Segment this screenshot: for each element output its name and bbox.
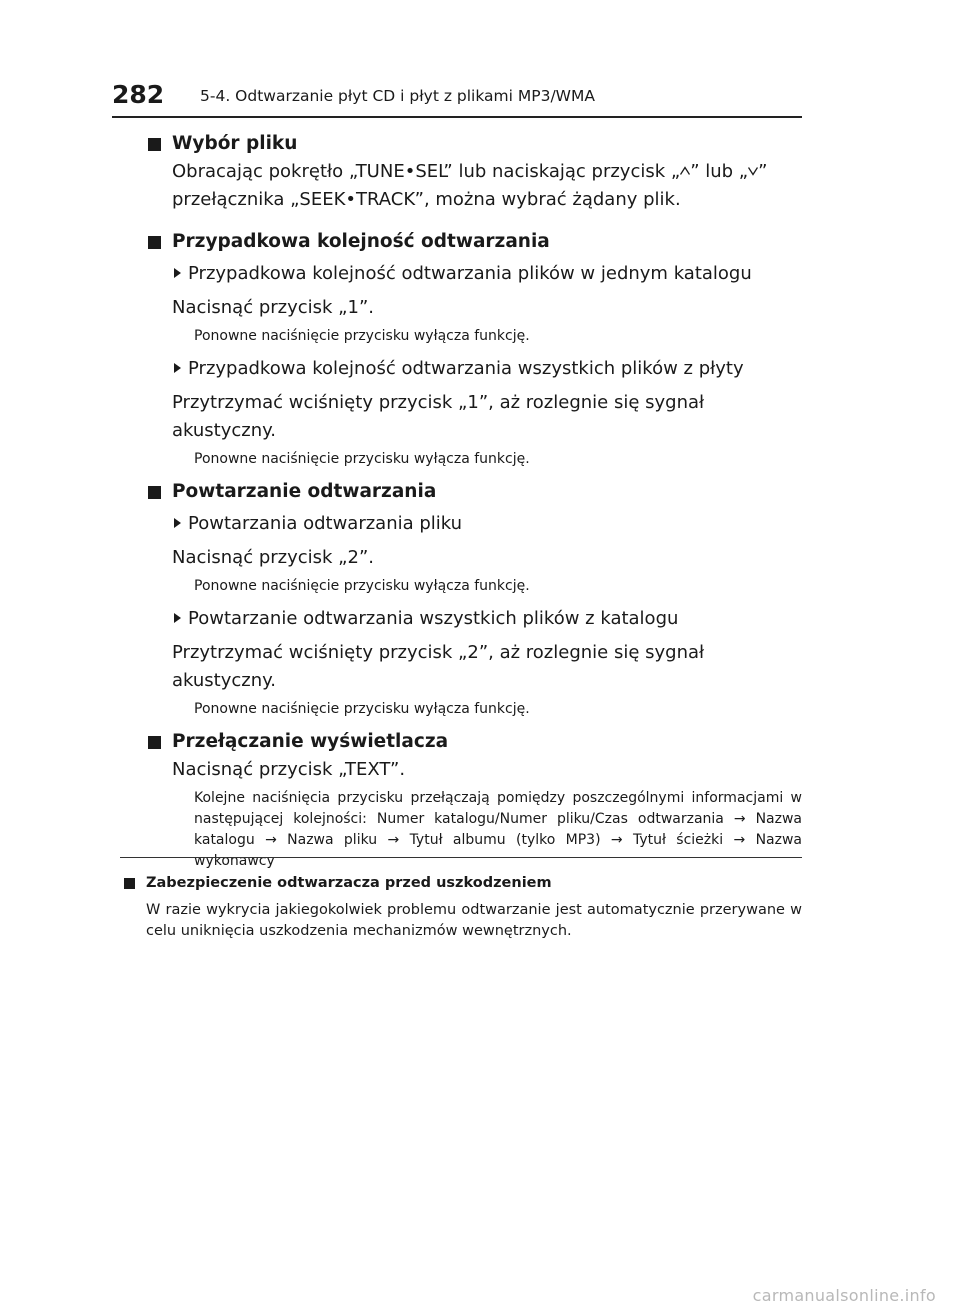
section-heading: Wybór pliku (172, 133, 298, 154)
footnote-heading: Zabezpieczenie odtwarzacza przed uszkodzeniem (146, 875, 552, 891)
text-fragment: Obracając pokrętło „TUNE•SEL” lub naciskając przycisk „ (172, 161, 681, 182)
header-title: 5-4. Odtwarzanie płyt CD i płyt z plikami MP3/WMA (200, 87, 595, 105)
chevron-down-icon (748, 166, 758, 176)
black-square-icon (124, 878, 135, 889)
paragraph: przełącznika „SEEK•TRACK”, można wybrać żądany plik. (172, 189, 681, 210)
section-display-switching (146, 728, 802, 872)
section-heading: Przełączanie wyświetlacza (172, 731, 449, 752)
note: Ponowne naciśnięcie przycisku wyłącza funkcję. (194, 451, 530, 467)
sub-item (172, 605, 802, 633)
triangle-right-icon (174, 363, 181, 373)
text-fragment: ” (758, 161, 768, 182)
black-square-icon (148, 486, 161, 499)
sub-item (172, 510, 802, 538)
triangle-right-icon (174, 518, 181, 528)
note: Ponowne naciśnięcie przycisku wyłącza funkcję. (194, 701, 530, 717)
sub-item (172, 355, 802, 383)
paragraph: Nacisnąć przycisk „TEXT”. (172, 759, 406, 780)
sub-item-label: Powtarzania odtwarzania pliku (188, 513, 463, 534)
paragraph: Przytrzymać wciśnięty przycisk „1”, aż rozlegnie się sygnał akustyczny. (172, 392, 705, 441)
black-square-icon (148, 736, 161, 749)
footnote (122, 872, 802, 942)
paragraph: Nacisnąć przycisk „1”. (172, 297, 374, 318)
footnote-text: W razie wykrycia jakiegokolwiek problemu odtwarzanie jest automatycznie przerywane w celu uniknięcia uszkodzenia mechanizmów wewnętrznych. (146, 902, 802, 939)
sub-item-label: Powtarzanie odtwarzania wszystkich plików z katalogu (188, 608, 679, 629)
black-square-icon (148, 236, 161, 249)
triangle-right-icon (174, 613, 181, 623)
black-square-icon (148, 138, 161, 151)
note: Kolejne naciśnięcia przycisku przełączają pomiędzy poszczególnymi informacjami w następującej kolejności: Numer katalogu/Numer pliku/Czas odtwarzania → Nazwa katalogu → Nazwa pliku → Tytuł albumu (tylko MP3) → Tytuł ścieżki → Nazwa wykonawcy (194, 790, 802, 869)
section-heading: Powtarzanie odtwarzania (172, 481, 437, 502)
page-number: 282 (112, 80, 165, 109)
note: Ponowne naciśnięcie przycisku wyłącza funkcję. (194, 328, 530, 344)
text-fragment: ” lub „ (690, 161, 749, 182)
section-repeat-playback (146, 478, 802, 720)
paragraph: Nacisnąć przycisk „2”. (172, 547, 374, 568)
sub-item (172, 260, 802, 288)
triangle-right-icon (174, 268, 181, 278)
page-header (112, 80, 802, 118)
chevron-up-icon (680, 166, 690, 176)
sub-item-label: Przypadkowa kolejność odtwarzania wszystkich plików z płyty (188, 358, 744, 379)
watermark: carmanualsonline.info (752, 1286, 936, 1305)
section-random-playback (146, 228, 802, 470)
section-file-selection (146, 130, 802, 214)
main-content (146, 130, 802, 872)
section-heading: Przypadkowa kolejność odtwarzania (172, 231, 550, 252)
divider (120, 857, 802, 858)
paragraph: Przytrzymać wciśnięty przycisk „2”, aż rozlegnie się sygnał akustyczny. (172, 642, 705, 691)
note: Ponowne naciśnięcie przycisku wyłącza funkcję. (194, 578, 530, 594)
paragraph (172, 158, 802, 186)
sub-item-label: Przypadkowa kolejność odtwarzania plików w jednym katalogu (188, 263, 752, 284)
